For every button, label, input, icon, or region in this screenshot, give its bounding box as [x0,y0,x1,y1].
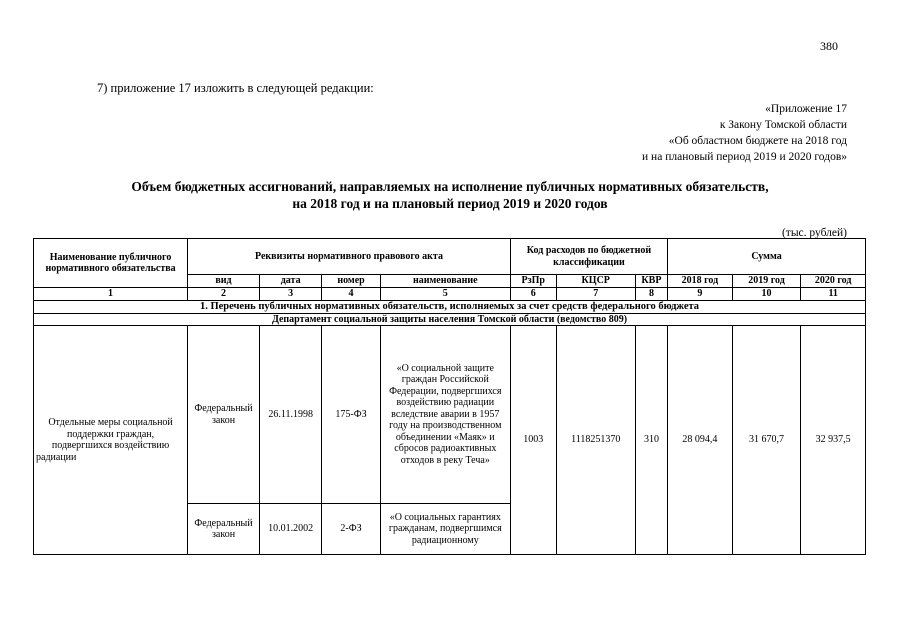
budget-table [33,238,866,555]
department-row [34,313,866,326]
header-2019: 2019 год [732,275,801,288]
appendix-line: «Об областном бюджете на 2018 год [668,135,847,147]
act-type-cell: Федеральный закон [188,326,260,504]
act-date-cell: 10.01.2002 [259,504,321,555]
column-number: 9 [668,288,733,301]
appendix-line: и на плановый период 2019 и 2020 годов» [642,151,847,163]
act-number-cell: 175-ФЗ [322,326,380,504]
column-number: 2 [188,288,260,301]
page-number: 380 [820,39,838,53]
header-2018: 2018 год [668,275,733,288]
column-number: 5 [380,288,510,301]
rzpr-cell: 1003 [510,326,556,555]
sum-2020-cell: 32 937,5 [801,326,866,555]
header-sum: Сумма [668,239,866,275]
kcsr-cell: 1118251370 [556,326,635,555]
header-date: дата [259,275,321,288]
units-note: (тыс. рублей) [781,227,847,239]
act-number-cell: 2-ФЗ [322,504,380,555]
sum-2018-cell: 28 094,4 [668,326,733,555]
header-number: номер [322,275,380,288]
header-type: вид [188,275,260,288]
header-2020: 2020 год [801,275,866,288]
title-line: Объем бюджетных ассигнований, направляемых на исполнение публичных нормативных обязательств, [131,179,769,194]
column-number-row [34,288,866,301]
appendix-line: «Приложение 17 [765,103,847,115]
section-row [34,300,866,313]
document-title [40,178,860,212]
header-name: наименование [380,275,510,288]
column-number: 10 [732,288,801,301]
title-line: на 2018 год и на плановый период 2019 и 2020 годов [292,196,608,211]
column-number: 7 [556,288,635,301]
department-title: Департамент социальной защиты населения Томской области (ведомство 809) [34,313,866,326]
header-kcsr: КЦСР [556,275,635,288]
appendix-reference [642,101,847,165]
section-title: 1. Перечень публичных нормативных обязательств, исполняемых за счет средств федерального бюджета [34,300,866,313]
act-name-cell: «О социальной защите граждан Российской Федерации, подвергшихся воздействию радиации вследствие аварии в 1957 году на производственном объединении «Маяк» и сбросов радиоактивных отходов в реку Теча» [380,326,510,504]
header-act-requisites: Реквизиты нормативного правового акта [188,239,511,275]
column-number: 4 [322,288,380,301]
header-classification-code: Код расходов по бюджетной классификации [510,239,667,275]
header-row [34,239,866,275]
act-type-cell: Федеральный закон [188,504,260,555]
header-rzpr: РзПр [510,275,556,288]
column-number: 1 [34,288,188,301]
act-name-cell: «О социальных гарантиях гражданам, подвергшимся радиационному [380,504,510,555]
kvr-cell: 310 [635,326,667,555]
table-row [34,326,866,504]
obligation-cell: Отдельные меры социальной поддержки граждан, подвергшихся воздействию радиации [34,326,188,555]
header-obligation-name: Наименование публичного нормативного обязательства [34,239,188,288]
column-number: 6 [510,288,556,301]
header-kvr: КВР [635,275,667,288]
act-date-cell: 26.11.1998 [259,326,321,504]
appendix-line: к Закону Томской области [719,119,847,131]
column-number: 8 [635,288,667,301]
column-number: 3 [259,288,321,301]
column-number: 11 [801,288,866,301]
sum-2019-cell: 31 670,7 [732,326,801,555]
intro-text: 7) приложение 17 изложить в следующей редакции: [97,81,374,95]
